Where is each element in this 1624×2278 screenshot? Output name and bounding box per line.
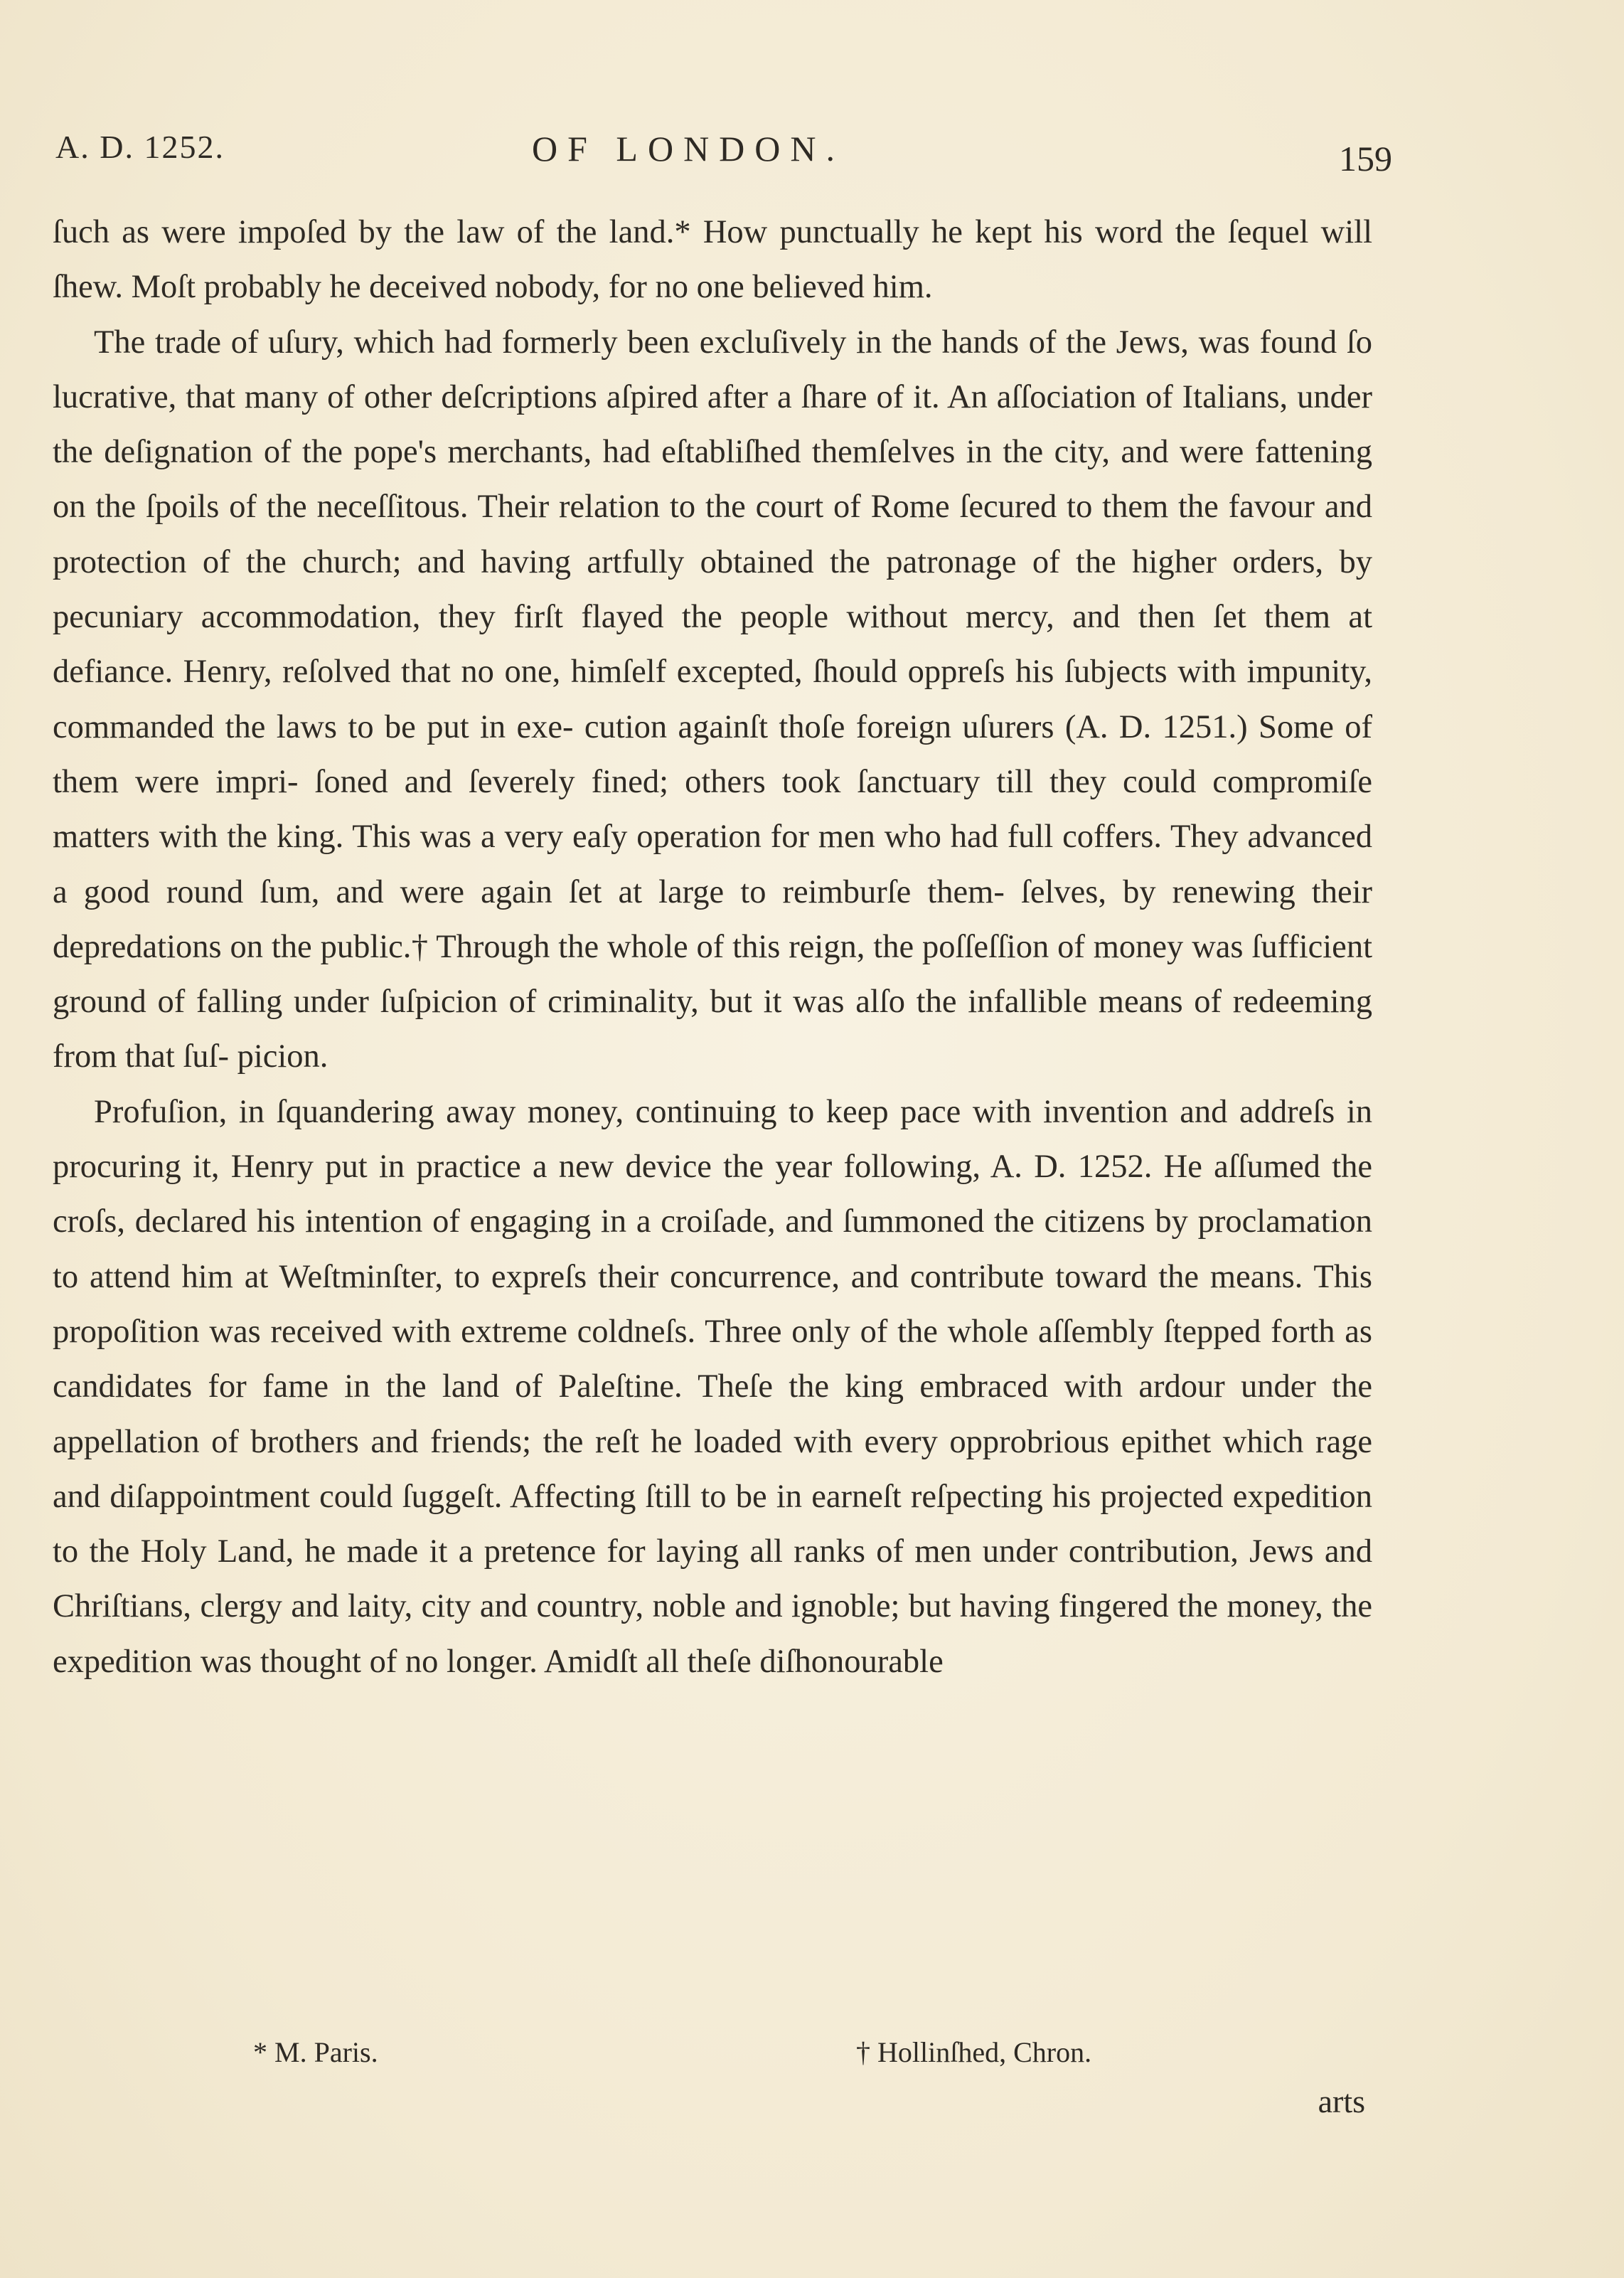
page-number: 159 — [1339, 139, 1392, 179]
catchword: arts — [1318, 2083, 1365, 2119]
running-head-title: OF LONDON. — [532, 129, 845, 169]
footnotes — [53, 2035, 1372, 2078]
paragraph-2: The trade of uſury, which had formerly been excluſively in the hands of the Jews, was found ſo lucrative, that many of other deſcriptions aſpired after a ſhare of it. An aſſociation of Italians, under the deſignation of the pope's merchants, had eſtabliſhed themſelves in the city, and were fattening on the ſpoils of the neceſſitous. Their relation to the court of Rome ſecured to them the favour and protection of the church; and having artfully obtained the patronage of the higher orders, by pecuniary accommodation, they firſt flayed the people without mercy, and then ſet them at defiance. Henry, reſolved that no one, himſelf excepted, ſhould oppreſs his ſubjects with impunity, commanded the laws to be put in exe- cution againſt thoſe foreign uſurers (A. D. 1251.) Some of them were impri- ſoned and ſeverely fined; others took ſanctuary till they could compromiſe matters with the king. This was a very eaſy operation for men who had full coffers. They advanced a good round ſum, and were again ſet at large to reimburſe them- ſelves, by renewing their depredations on the public.† Through the whole of this reign, the poſſeſſion of money was ſufficient ground of falling under ſuſpicion of criminality, but it was alſo the infallible means of redeeming from that ſuſ- picion. — [53, 324, 1372, 1075]
footnote-hollinshed: † Hollinſhed, Chron. — [856, 2036, 1092, 2068]
running-head — [55, 128, 1392, 178]
running-head-date: A. D. 1252. — [55, 129, 225, 165]
body-text — [53, 205, 1372, 1689]
paragraph-1: ſuch as were impoſed by the law of the land.* How punctually he kept his word the ſequel will ſhew. Moſt probably he deceived nobody, for no one believed him. — [53, 214, 1372, 306]
footnote-paris: * M. Paris. — [253, 2036, 378, 2068]
paragraph-3: Profuſion, in ſquandering away money, continuing to keep pace with invention and addreſs in procuring it, Henry put in practice a new device the year following, A. D. 1252. He aſſumed the croſs, declared his intention of engaging in a croiſade, and ſummoned the citizens by proclamation to attend him at Weſtminſter, to expreſs their concurrence, and contribute toward the means. This propoſition was received with extreme coldneſs. Three only of the whole aſſembly ſtepped forth as candidates for fame in the land of Paleſtine. Theſe the king embraced with ardour under the appellation of brothers and friends; the reſt he loaded with every opprobrious epithet which rage and diſappointment could ſuggeſt. Affecting ſtill to be in earneſt reſpecting his projected expedition to the Holy Land, he made it a pretence for laying all ranks of men under contribution, Jews and Chriſtians, clergy and laity, city and country, noble and ignoble; but having fingered the money, the expedition was thought of no longer. Amidſt all theſe diſhonourable — [53, 1093, 1372, 1680]
